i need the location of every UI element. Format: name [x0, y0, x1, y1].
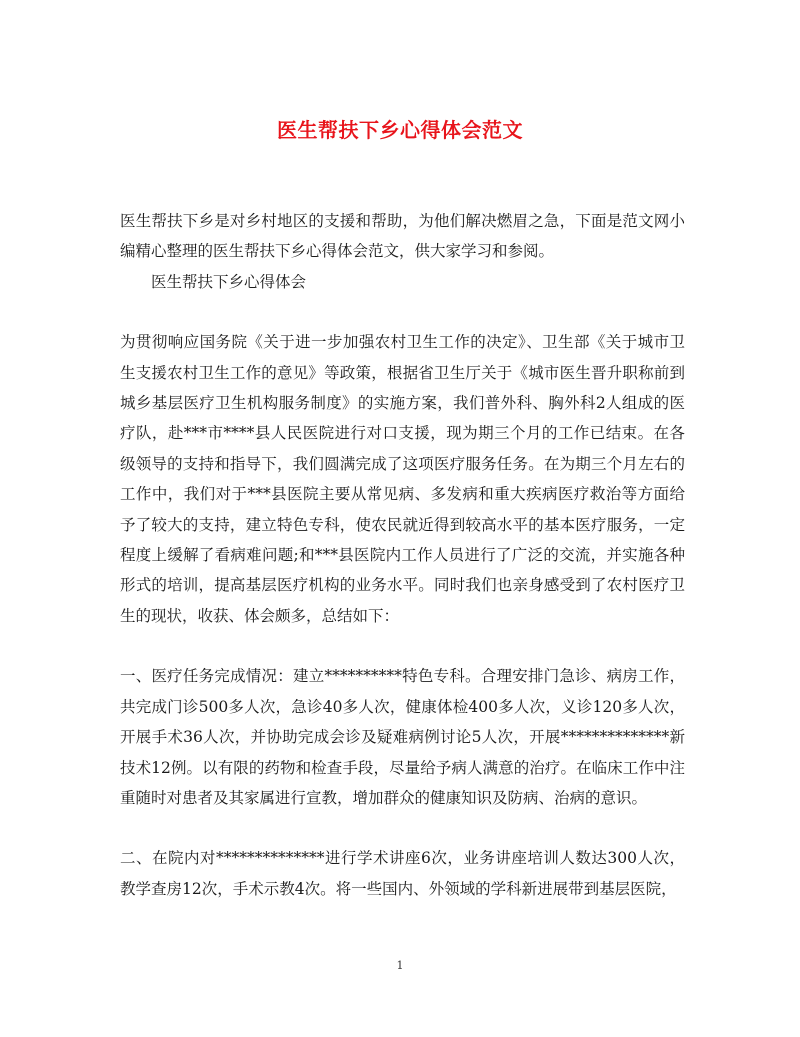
body-paragraph-2: 一、医疗任务完成情况：建立**********特色专科。合理安排门急诊、病房工作，共完成门诊500多人次，急诊40多人次，健康体检400多人次，义诊120多人次，开展手术36人次，并协助完成会诊及疑难病例讨论5人次，开展**************新技术12例。以有限的药物和检查手段，尽量给予病人满意的治疗。在临床工作中注重随时对患者及其家属进行宣教，增加群众的健康知识及防病、治病的意识。: [120, 667, 685, 807]
paragraph-gap: [120, 297, 685, 327]
document-title: 医生帮扶下乡心得体会范文: [277, 118, 523, 142]
page-number: 1: [396, 959, 404, 972]
paragraph-gap: [120, 631, 685, 661]
section-subheading: 医生帮扶下乡心得体会: [151, 272, 307, 291]
paragraph-gap: [120, 813, 685, 843]
body-paragraph-3: 二、在院内对**************进行学术讲座6次，业务讲座培训人数达300人次，教学查房12次，手术示教4次。将一些国内、外领域的学科新进展带到基层医院，: [120, 849, 685, 898]
intro-paragraph: 医生帮扶下乡是对乡村地区的支援和帮助，为他们解决燃眉之急，下面是范文网小编精心整理的医生帮扶下乡心得体会范文，供大家学习和参阅。: [120, 212, 685, 261]
body-paragraph-1: 为贯彻响应国务院《关于进一步加强农村卫生工作的决定》、卫生部《关于城市卫生支援农村卫生工作的意见》等政策，根据省卫生厅关于《城市医生晋升职称前到城乡基层医疗卫生机构服务制度》的实施方案，我们普外科、胸外科2人组成的医疗队，赴***市****县人民医院进行对口支援，现为期三个月的工作已结束。在各级领导的支持和指导下，我们圆满完成了这项医疗服务任务。在为期三个月左右的工作中，我们对于***县医院主要从常见病、多发病和重大疾病医疗救治等方面给予了较大的支持，建立特色专科，使农民就近得到较高水平的基本医疗服务，一定程度上缓解了看病难问题;和***县医院内工作人员进行了广泛的交流，并实施各种形式的培训，提高基层医疗机构的业务水平。同时我们也亲身感受到了农村医疗卫生的现状，收获、体会颇多，总结如下：: [120, 333, 685, 625]
document-body: [120, 206, 685, 904]
